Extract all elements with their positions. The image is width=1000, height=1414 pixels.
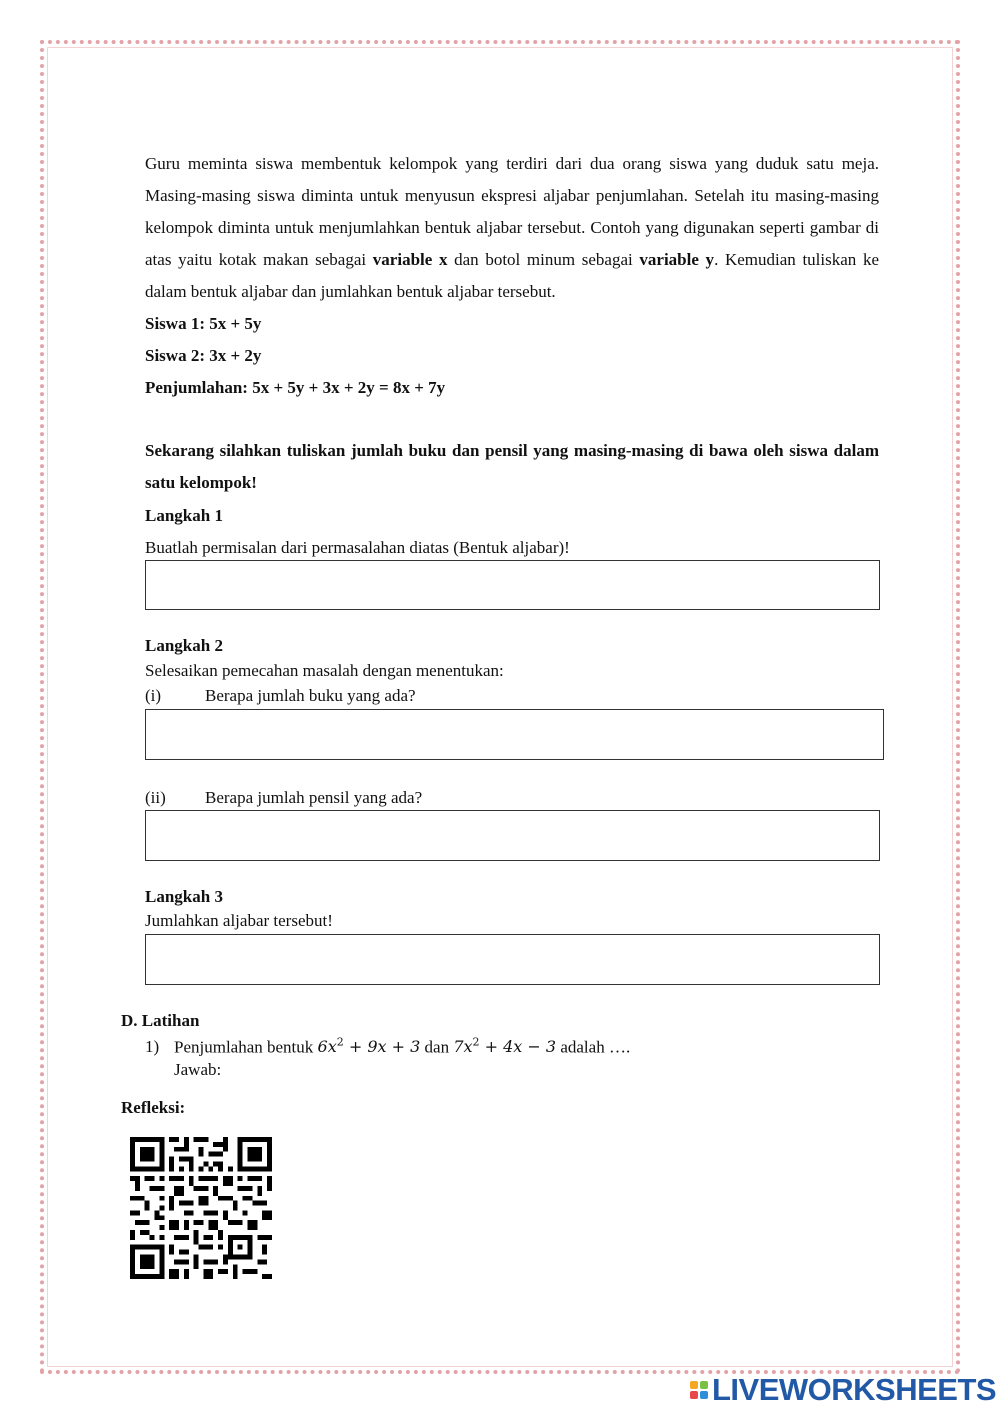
step1-answer-box[interactable] [145,560,880,610]
step3-title: Langkah 3 [145,887,223,906]
refleksi-heading: Refleksi: [121,1098,186,1117]
question-1-number: (i) [145,686,162,705]
example-siswa-2: Siswa 2: 3x + 2y [145,346,262,365]
intro-text-3: . Kemudian tuliskan ke dalam bentuk aljabar dan jumlahkan bentuk aljabar tersebut. [145,250,879,301]
step2-answer-box-1[interactable] [145,709,884,760]
question-2-text: Berapa jumlah pensil yang ada? [205,788,423,807]
intro-text-2: dan botol minum sebagai [447,250,640,269]
step3-answer-box[interactable] [145,934,880,985]
step1-title: Langkah 1 [145,506,223,525]
intro-paragraph [145,148,879,308]
example-sum: Penjumlahan: 5x + 5y + 3x + 2y = 8x + 7y [145,378,446,397]
latihan-item-number: 1) [145,1037,160,1057]
latihan-item-1 [145,1036,630,1057]
intro-text-1: Guru meminta siswa membentuk kelompok yang terdiri dari dua orang siswa yang duduk satu meja. Masing-masing siswa diminta untuk menyusun ekspresi aljabar penjumlahan. Setelah itu masing-masing kelompok diminta untuk menjumlahkan bentuk aljabar tersebut. Contoh yang digunakan seperti gambar di atas yaitu kotak makan sebagai [145,154,879,269]
latihan-item-prefix: Penjumlahan bentuk [174,1037,314,1057]
expression-1: $6x^2 + 9x + 3$ [317,1036,421,1057]
liveworksheets-logo [690,1372,997,1407]
example-siswa-1: Siswa 1: 5x + 5y [145,314,262,333]
liveworksheets-logo-text: LIVEWORKSHEETS [712,1372,997,1407]
liveworksheets-logo-icon [690,1381,708,1399]
qr-code-image[interactable] [130,1137,272,1279]
step2-title: Langkah 2 [145,636,223,655]
latihan-item-suffix: adalah …. [560,1037,631,1057]
step2-question-1 [145,686,416,706]
variable-y-label: variable y [639,250,715,269]
variable-x-label: variable x [372,250,448,269]
question-1-text: Berapa jumlah buku yang ada? [205,686,416,705]
step2-question-2 [145,788,422,808]
expression-2: $7x^2 + 4x - 3$ [453,1036,557,1057]
instruction-text: Sekarang silahkan tuliskan jumlah buku dan pensil yang masing-masing di bawa oleh siswa dalam satu kelompok! [145,441,879,492]
question-2-number: (ii) [145,788,166,807]
latihan-heading: D. Latihan [121,1011,200,1030]
step3-prompt: Jumlahkan aljabar tersebut! [145,911,333,930]
step2-prompt: Selesaikan pemecahan masalah dengan menentukan: [145,661,504,680]
latihan-connector: dan [424,1037,450,1057]
step2-answer-box-2[interactable] [145,810,880,861]
step1-prompt: Buatlah permisalan dari permasalahan diatas (Bentuk aljabar)! [145,538,570,557]
answer-label: Jawab: [174,1060,222,1079]
